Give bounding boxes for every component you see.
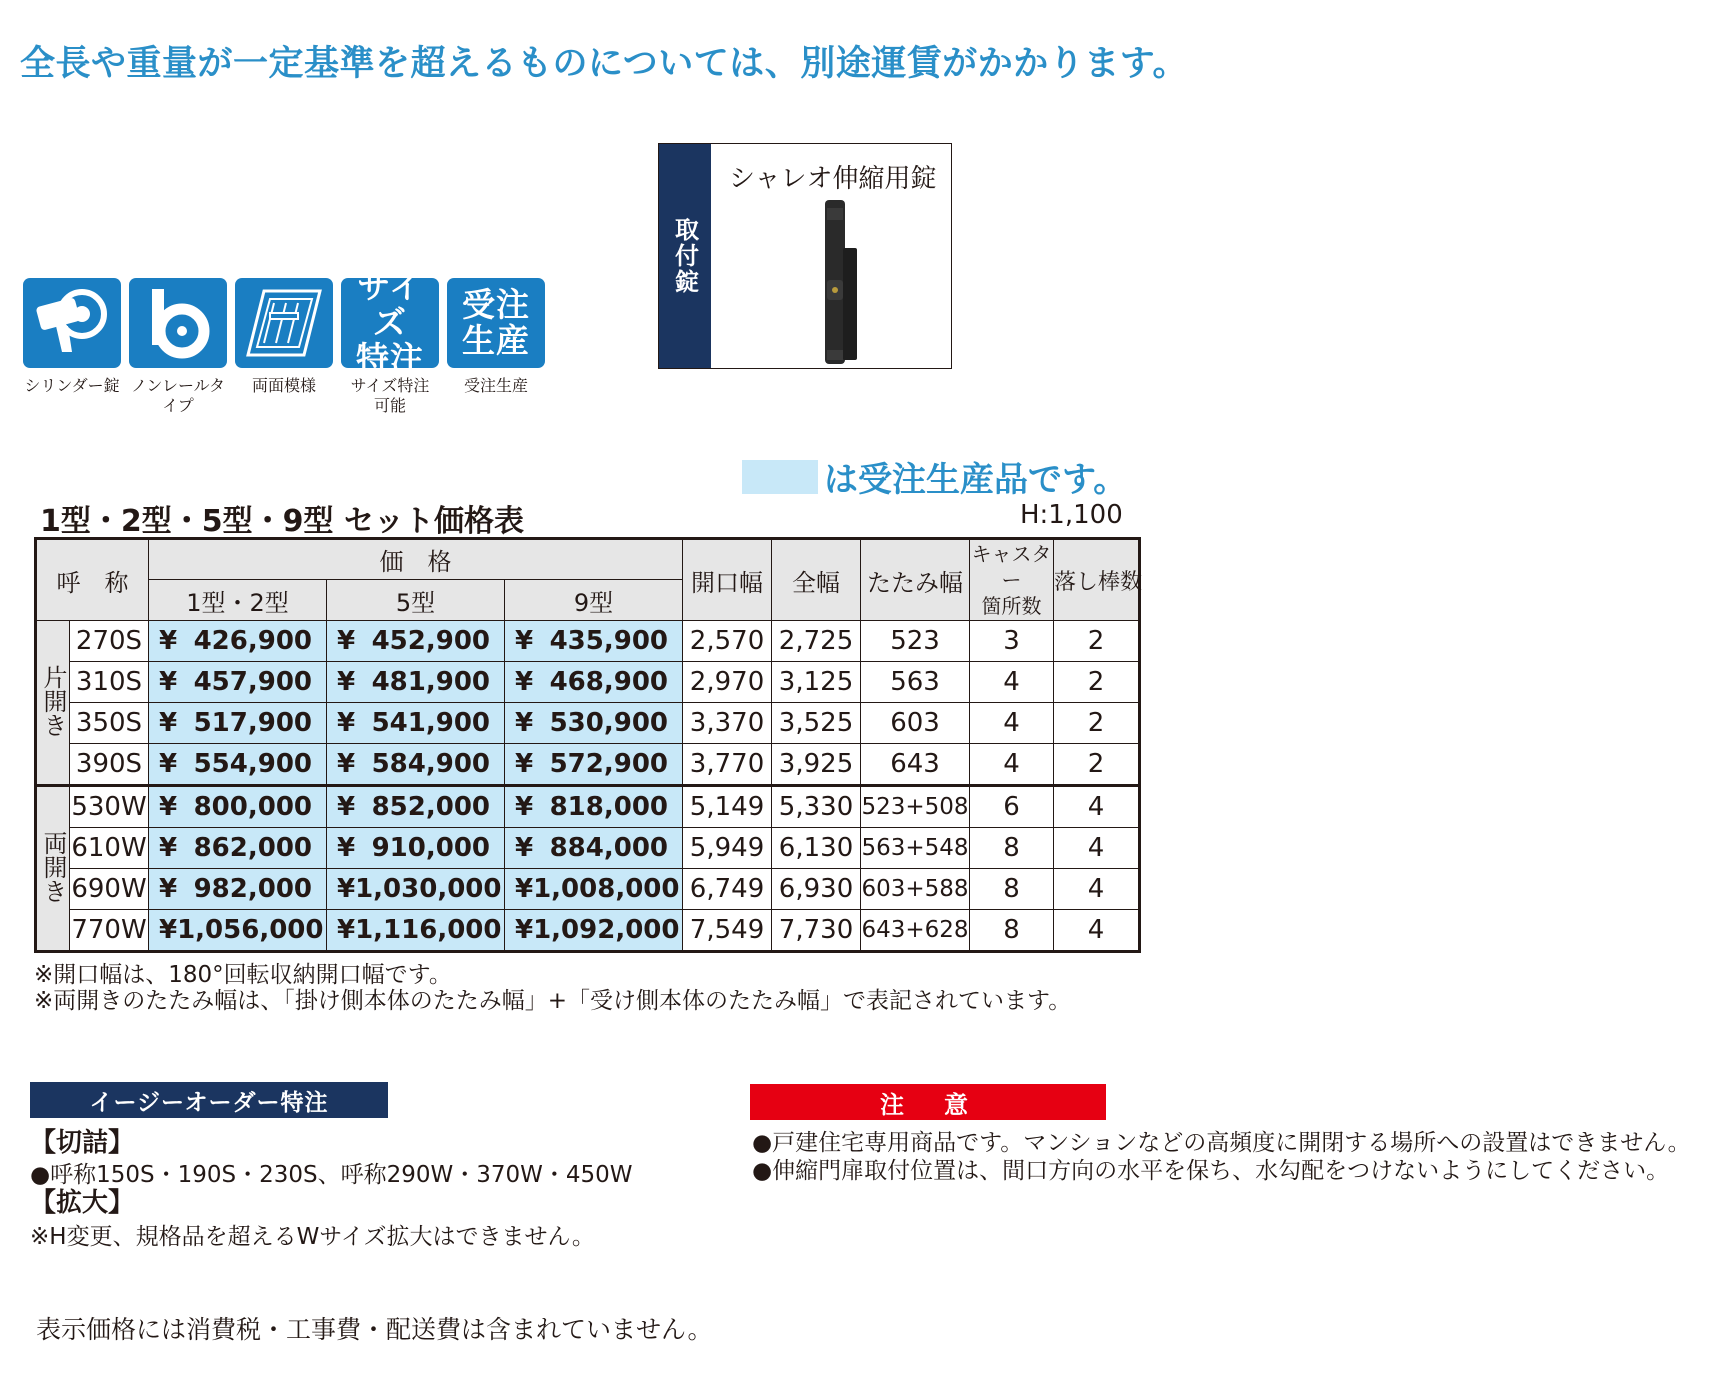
opening-width: 7,549: [683, 910, 772, 952]
caution-heading: 注 意: [750, 1084, 1106, 1120]
group-label: 片開き: [36, 621, 70, 786]
header-price-type5: 5型: [327, 580, 505, 621]
price-value: 584,900: [371, 749, 490, 779]
easy-order-heading: イージーオーダー特注: [30, 1082, 388, 1118]
mounting-lock-panel: [658, 143, 952, 369]
price-value: 517,900: [193, 708, 312, 738]
total-width: 6,930: [772, 869, 861, 910]
total-width: 3,525: [772, 703, 861, 744]
drop-rod-count: 2: [1054, 703, 1140, 744]
currency-symbol: ¥: [515, 667, 534, 697]
feature-non-rail: [128, 278, 228, 416]
price-cell: [327, 621, 505, 662]
opening-width: 5,949: [683, 828, 772, 869]
caster-count: 8: [970, 910, 1054, 952]
model-name: 390S: [70, 744, 149, 786]
caster-count: 3: [970, 621, 1054, 662]
price-value: 982,000: [193, 874, 312, 904]
drop-rod-count: 4: [1054, 786, 1140, 828]
price-cell: [505, 786, 683, 828]
price-value: 452,900: [371, 626, 490, 656]
total-width: 3,125: [772, 662, 861, 703]
opening-width: 5,149: [683, 786, 772, 828]
currency-symbol: ¥: [337, 626, 356, 656]
currency-symbol: ¥: [159, 915, 178, 945]
table-row: [36, 621, 1140, 662]
total-width: 5,330: [772, 786, 861, 828]
feature-label: 両面模様: [251, 376, 316, 395]
model-name: 270S: [70, 621, 149, 662]
currency-symbol: ¥: [159, 667, 178, 697]
price-value: 1,030,000: [355, 874, 502, 904]
footnote-opening: ※開口幅は、180°回転収納開口幅です。: [34, 962, 452, 988]
total-width: 6,130: [772, 828, 861, 869]
price-value: 1,008,000: [533, 874, 680, 904]
price-cell: [149, 786, 327, 828]
header-casters: キャスター 箇所数: [970, 539, 1054, 621]
drop-rod-count: 4: [1054, 869, 1140, 910]
size-special-order-icon: [341, 267, 439, 378]
caster-count: 6: [970, 786, 1054, 828]
table-row: [36, 744, 1140, 786]
header-price-type12: 1型・2型: [149, 580, 327, 621]
price-cell: [505, 910, 683, 952]
folded-width: 603+588: [861, 869, 970, 910]
folded-width: 563: [861, 662, 970, 703]
drop-rod-count: 2: [1054, 621, 1140, 662]
easy-order-expand-label: 【拡大】: [30, 1188, 135, 1218]
header-folded-width: たたみ幅: [861, 539, 970, 621]
model-name: 310S: [70, 662, 149, 703]
model-name: 770W: [70, 910, 149, 952]
drop-rod-count: 2: [1054, 662, 1140, 703]
feature-label: サイズ特注 可能: [350, 376, 430, 415]
feature-cylinder-lock: [22, 278, 122, 416]
folded-width: 563+548: [861, 828, 970, 869]
opening-width: 2,570: [683, 621, 772, 662]
currency-symbol: ¥: [337, 833, 356, 863]
currency-symbol: ¥: [159, 708, 178, 738]
folded-width: 643: [861, 744, 970, 786]
folded-width: 603: [861, 703, 970, 744]
drop-rod-count: 4: [1054, 828, 1140, 869]
price-cell: [505, 828, 683, 869]
tax-note: 表示価格には消費税・工事費・配送費は含まれていません。: [36, 1315, 713, 1344]
price-cell: [505, 703, 683, 744]
currency-symbol: ¥: [515, 626, 534, 656]
price-cell: [505, 869, 683, 910]
price-value: 457,900: [193, 667, 312, 697]
drop-rod-count: 4: [1054, 910, 1140, 952]
total-width: 7,730: [772, 910, 861, 952]
header-total-width: 全幅: [772, 539, 861, 621]
easy-order-cut-label: 【切詰】: [30, 1128, 135, 1158]
currency-symbol: ¥: [337, 792, 356, 822]
feature-made-to-order: [446, 278, 546, 416]
feature-label: ノンレールタイプ: [130, 376, 225, 415]
height-note: H:1,100: [1020, 500, 1123, 530]
price-value: 800,000: [193, 792, 312, 822]
made-to-order-swatch: [742, 460, 818, 494]
currency-symbol: ¥: [337, 749, 356, 779]
price-cell: [149, 869, 327, 910]
model-name: 610W: [70, 828, 149, 869]
price-cell: [327, 910, 505, 952]
easy-order-expand-text: ※H変更、規格品を超えるWサイズ拡大はできません。: [30, 1224, 595, 1250]
header-price-type9: 9型: [505, 580, 683, 621]
table-title: 1型・2型・5型・9型 セット価格表: [40, 504, 524, 539]
price-value: 1,116,000: [355, 915, 502, 945]
header-drop-rods: 落し棒数: [1054, 539, 1140, 621]
non-rail-icon: [129, 278, 227, 368]
lock-image: [807, 200, 867, 370]
currency-symbol: ¥: [515, 708, 534, 738]
table-row: [36, 828, 1140, 869]
price-cell: [149, 662, 327, 703]
cylinder-lock-icon: [23, 278, 121, 368]
price-cell: [149, 744, 327, 786]
price-value: 910,000: [371, 833, 490, 863]
price-value: 481,900: [371, 667, 490, 697]
feature-label: シリンダー錠: [24, 376, 120, 395]
price-value: 1,056,000: [177, 915, 324, 945]
table-row: [36, 662, 1140, 703]
currency-symbol: ¥: [337, 708, 356, 738]
price-cell: [327, 786, 505, 828]
currency-symbol: ¥: [159, 833, 178, 863]
currency-symbol: ¥: [159, 749, 178, 779]
currency-symbol: ¥: [337, 667, 356, 697]
price-value: 818,000: [549, 792, 669, 822]
folded-width: 523: [861, 621, 970, 662]
caster-count: 4: [970, 703, 1054, 744]
opening-width: 6,749: [683, 869, 772, 910]
made-to-order-icon: [447, 278, 545, 368]
currency-symbol: ¥: [515, 874, 534, 904]
table-row: [36, 703, 1140, 744]
price-value: 426,900: [193, 626, 312, 656]
price-cell: [327, 828, 505, 869]
caution-item: ●戸建住宅専用商品です。マンションなどの高頻度に開閉する場所への設置はできません。: [752, 1130, 1691, 1156]
price-cell: [505, 621, 683, 662]
model-name: 530W: [70, 786, 149, 828]
header-opening-width: 開口幅: [683, 539, 772, 621]
currency-symbol: ¥: [515, 749, 534, 779]
price-value: 852,000: [371, 792, 490, 822]
mounting-lock-side-label: 取付錠: [659, 144, 711, 368]
total-width: 2,725: [772, 621, 861, 662]
caster-count: 4: [970, 662, 1054, 703]
header-price: 価 格: [149, 539, 683, 580]
headline: 全長や重量が一定基準を超えるものについては、別途運賃がかかります。: [20, 44, 1189, 84]
price-cell: [149, 621, 327, 662]
price-table-body: [36, 621, 1140, 952]
feature-icons: [22, 267, 546, 416]
feature-double-side: [234, 278, 334, 416]
currency-symbol: ¥: [515, 915, 534, 945]
feature-size-special: [340, 267, 440, 416]
caution-item: ●伸縮門扉取付位置は、間口方向の水平を保ち、水勾配をつけないようにしてください。: [752, 1158, 1670, 1184]
caster-count: 8: [970, 869, 1054, 910]
opening-width: 3,370: [683, 703, 772, 744]
table-row: [36, 869, 1140, 910]
price-value: 884,000: [549, 833, 669, 863]
made-to-order-note: は受注生産品です。: [824, 460, 1128, 500]
model-name: 350S: [70, 703, 149, 744]
caster-count: 8: [970, 828, 1054, 869]
currency-symbol: ¥: [515, 792, 534, 822]
price-value: 435,900: [549, 626, 669, 656]
price-cell: [149, 828, 327, 869]
caster-count: 4: [970, 744, 1054, 786]
price-cell: [327, 662, 505, 703]
currency-symbol: ¥: [337, 915, 356, 945]
table-row: [36, 786, 1140, 828]
currency-symbol: ¥: [159, 792, 178, 822]
opening-width: 3,770: [683, 744, 772, 786]
double-side-pattern-icon: [235, 278, 333, 368]
model-name: 690W: [70, 869, 149, 910]
drop-rod-count: 2: [1054, 744, 1140, 786]
price-cell: [327, 869, 505, 910]
currency-symbol: ¥: [159, 874, 178, 904]
feature-label: 受注生産: [463, 376, 528, 395]
price-value: 862,000: [193, 833, 312, 863]
total-width: 3,925: [772, 744, 861, 786]
folded-width: 643+628: [861, 910, 970, 952]
footnote-folded: ※両開きのたたみ幅は、「掛け側本体のたたみ幅」+「受け側本体のたたみ幅」で表記されています。: [34, 988, 1072, 1014]
price-value: 554,900: [193, 749, 312, 779]
price-value: 530,900: [549, 708, 669, 738]
price-cell: [327, 703, 505, 744]
opening-width: 2,970: [683, 662, 772, 703]
size-special-tile-text: サイズ 特注: [356, 267, 424, 378]
price-cell: [505, 662, 683, 703]
made-to-order-tile-text: 受注 生産: [462, 285, 530, 360]
price-cell: [149, 910, 327, 952]
easy-order-cut-text: ●呼称150S・190S・230S、呼称290W・370W・450W: [30, 1162, 633, 1188]
price-value: 468,900: [549, 667, 669, 697]
price-value: 541,900: [371, 708, 490, 738]
currency-symbol: ¥: [337, 874, 356, 904]
currency-symbol: ¥: [159, 626, 178, 656]
price-cell: [327, 744, 505, 786]
price-value: 1,092,000: [533, 915, 680, 945]
currency-symbol: ¥: [515, 833, 534, 863]
header-name: 呼 称: [36, 539, 149, 621]
price-table: [34, 537, 1141, 953]
table-row: [36, 910, 1140, 952]
price-cell: [149, 703, 327, 744]
price-cell: [505, 744, 683, 786]
price-value: 572,900: [549, 749, 669, 779]
group-label: 両開き: [36, 786, 70, 952]
folded-width: 523+508: [861, 786, 970, 828]
lock-name: シャレオ伸縮用錠: [729, 164, 937, 194]
made-to-order-legend: [742, 452, 1127, 501]
